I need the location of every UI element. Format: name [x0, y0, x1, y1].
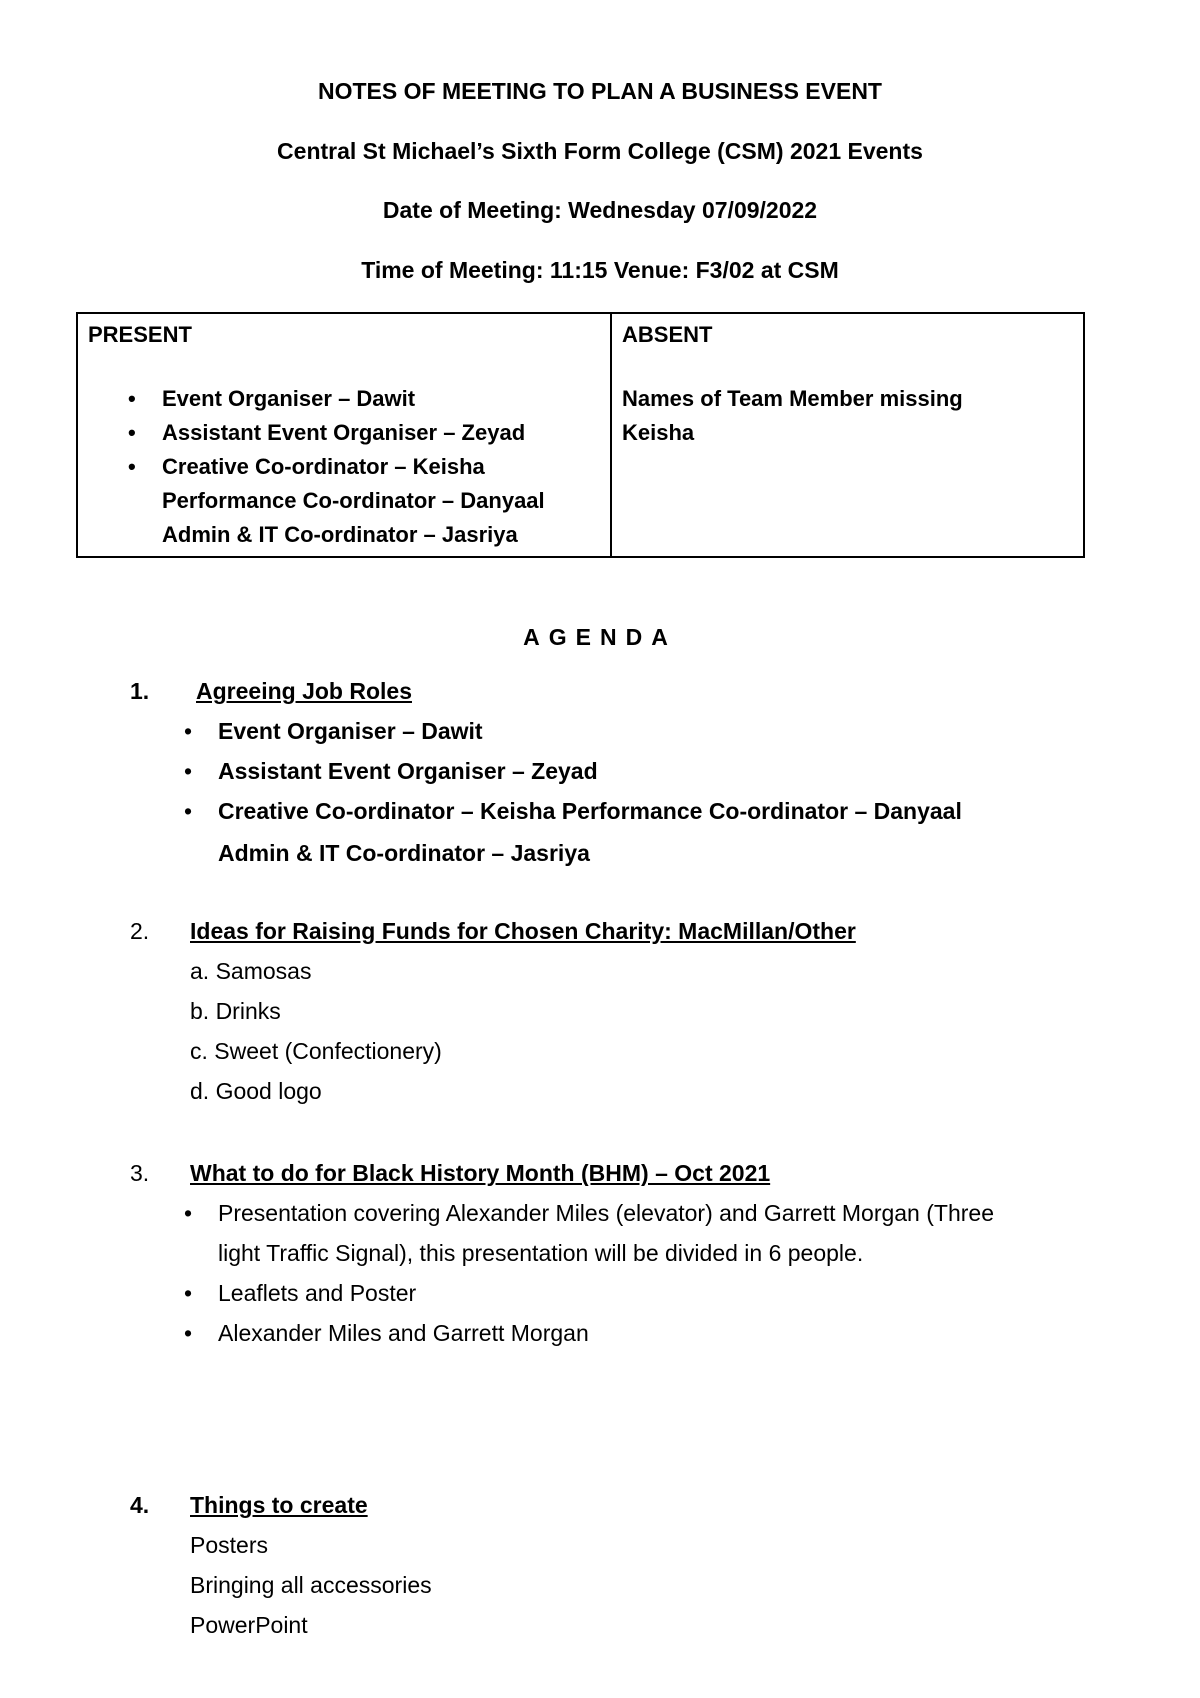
- bullet-icon: •: [128, 386, 136, 411]
- section-heading: Ideas for Raising Funds for Chosen Charity: MacMillan/Other: [190, 918, 856, 944]
- section-heading: Agreeing Job Roles: [196, 678, 412, 704]
- absent-label: ABSENT: [622, 322, 713, 347]
- section-number: 1.: [130, 678, 150, 704]
- present-item-text: Creative Co-ordinator – Keisha: [162, 454, 485, 479]
- absent-name: Keisha: [622, 420, 695, 445]
- document-subtitle: Central St Michael’s Sixth Form College (CSM) 2021 Events: [277, 138, 923, 164]
- present-item: [78, 450, 610, 484]
- bullet-icon: •: [184, 758, 193, 784]
- absent-body: [612, 352, 1083, 450]
- list-item: Presentation covering Alexander Miles (elevator) and Garrett Morgan (Three: [218, 1200, 994, 1226]
- bullet-icon: •: [184, 1280, 193, 1306]
- attendance-table: [76, 312, 1085, 558]
- list-item: a. Samosas: [190, 958, 312, 984]
- present-cell: [77, 313, 611, 557]
- present-item-text: Performance Co-ordinator – Danyaal: [162, 488, 545, 513]
- bullet-icon: •: [184, 718, 193, 744]
- document-title: NOTES OF MEETING TO PLAN A BUSINESS EVENT: [318, 78, 882, 104]
- present-item: [78, 416, 610, 450]
- section-heading: Things to create: [190, 1492, 368, 1518]
- present-item: [78, 484, 610, 518]
- list-item: d. Good logo: [190, 1078, 322, 1104]
- list-item: Posters: [190, 1532, 268, 1558]
- list-item: Admin & IT Co-ordinator – Jasriya: [218, 840, 590, 866]
- section-number: 3.: [130, 1160, 150, 1186]
- list-item: Creative Co-ordinator – Keisha Performance Co-ordinator – Danyaal: [218, 798, 962, 824]
- list-item: PowerPoint: [190, 1612, 308, 1638]
- bullet-icon: •: [184, 798, 193, 824]
- present-item-text: Admin & IT Co-ordinator – Jasriya: [162, 522, 518, 547]
- attendance-row: [77, 313, 1084, 557]
- bullet-icon: •: [184, 1200, 193, 1226]
- section-heading: What to do for Black History Month (BHM) – Oct 2021: [190, 1160, 771, 1186]
- bullet-icon: •: [128, 420, 136, 445]
- list-item: c. Sweet (Confectionery): [190, 1038, 442, 1064]
- list-item: Bringing all accessories: [190, 1572, 432, 1598]
- present-item: [78, 382, 610, 416]
- present-list: [78, 382, 610, 552]
- present-label: PRESENT: [88, 322, 192, 347]
- bullet-icon: •: [184, 1320, 193, 1346]
- list-item: light Traffic Signal), this presentation will be divided in 6 people.: [218, 1240, 864, 1266]
- meeting-date: Date of Meeting: Wednesday 07/09/2022: [382, 197, 818, 223]
- list-item: Leaflets and Poster: [218, 1280, 417, 1306]
- bullet-icon: •: [128, 454, 136, 479]
- agenda-title: AGENDA: [523, 624, 677, 650]
- present-item-text: Assistant Event Organiser – Zeyad: [162, 420, 526, 445]
- list-item: b. Drinks: [190, 998, 281, 1024]
- section-number: 4.: [130, 1492, 150, 1518]
- meeting-time-venue: Time of Meeting: 11:15 Venue: F3/02 at CSM: [361, 257, 839, 283]
- present-item: [78, 518, 610, 552]
- absent-cell: [611, 313, 1084, 557]
- present-item-text: Event Organiser – Dawit: [162, 386, 416, 411]
- absent-note: Names of Team Member missing: [622, 386, 963, 411]
- list-item: Alexander Miles and Garrett Morgan: [218, 1320, 589, 1346]
- list-item: Assistant Event Organiser – Zeyad: [218, 758, 598, 784]
- section-number: 2.: [130, 918, 150, 944]
- list-item: Event Organiser – Dawit: [218, 718, 483, 744]
